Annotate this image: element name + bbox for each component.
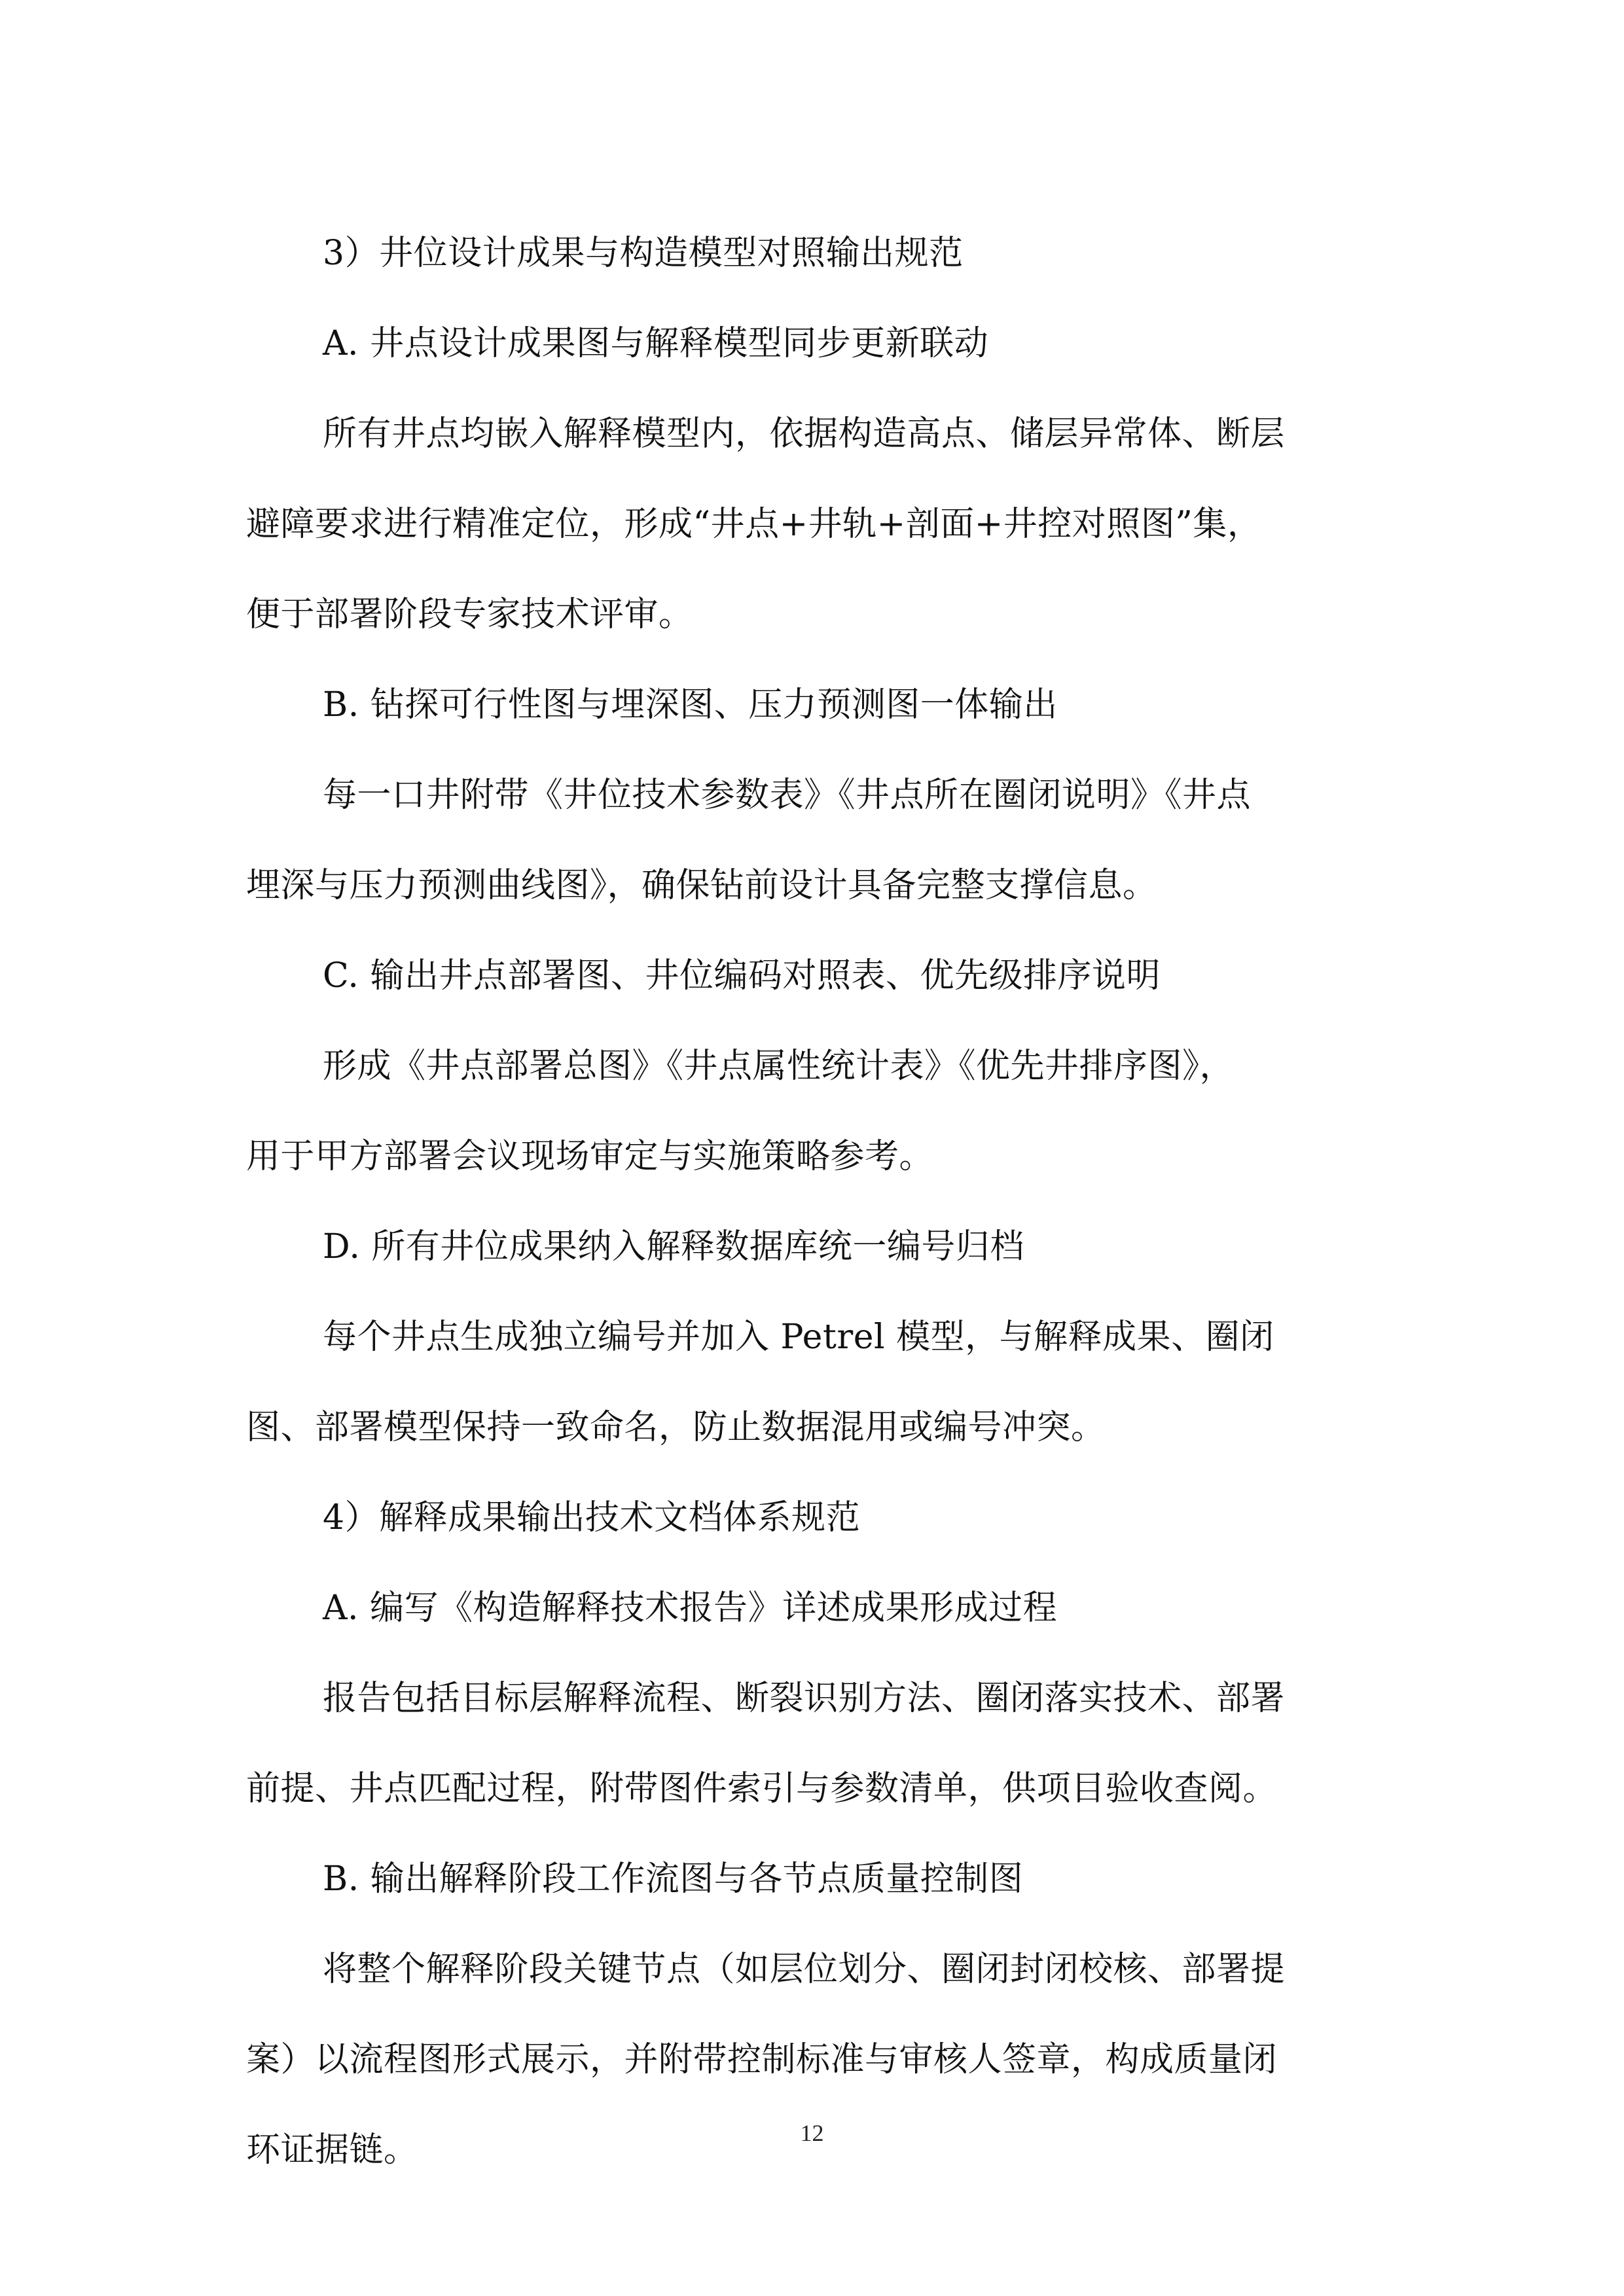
paragraph-3c-line-1: 形成《井点部署总图》《井点属性统计表》《优先井排序图》， [323,1047,1235,1086]
body-text [246,208,1379,2195]
paragraph-3b-line-2: 埋深与压力预测曲线图》，确保钻前设计具备完整支撑信息。 [246,866,1157,905]
paragraph-4b-line-1: 将整个解释阶段关键节点（如层位划分、圈闭封闭校核、部署提 [323,1950,1286,1989]
page-number: 12 [800,2120,824,2146]
paragraph-3c-line-2: 用于甲方部署会议现场审定与实施策略参考。 [246,1137,934,1176]
paragraph-4b-line-2: 案）以流程图形式展示，并附带控制标准与审核人签章，构成质量闭 [246,2040,1278,2079]
paragraph-4a-line-1: 报告包括目标层解释流程、断裂识别方法、圈闭落实技术、部署 [323,1679,1286,1718]
section-heading-3: 3）井位设计成果与构造模型对照输出规范 [323,234,964,273]
section-heading-4: 4）解释成果输出技术文档体系规范 [323,1498,861,1537]
subheading-4b: B. 输出解释阶段工作流图与各节点质量控制图 [323,1859,1024,1899]
subheading-3b: B. 钻探可行性图与埋深图、压力预测图一体输出 [323,685,1058,725]
subheading-3d: D. 所有井位成果纳入解释数据库统一编号归档 [323,1227,1024,1266]
paragraph-3a-line-1: 所有井点均嵌入解释模型内，依据构造高点、储层异常体、断层 [323,414,1286,454]
paragraph-3d-line-2: 图、部署模型保持一致命名，防止数据混用或编号冲突。 [246,1408,1106,1447]
subheading-3a: A. 井点设计成果图与解释模型同步更新联动 [323,324,989,363]
paragraph-3a-line-3: 便于部署阶段专家技术评审。 [246,595,693,634]
subheading-4a: A. 编写《构造解释技术报告》详述成果形成过程 [323,1588,1058,1628]
subheading-3c: C. 输出井点部署图、井位编码对照表、优先级排序说明 [323,956,1161,996]
paragraph-4b-line-3: 环证据链。 [246,2130,418,2170]
paragraph-3d-line-1: 每个井点生成独立编号并加入 Petrel 模型，与解释成果、圈闭 [323,1318,1274,1357]
paragraph-3b-line-1: 每一口井附带《井位技术参数表》《井点所在圈闭说明》《井点 [323,776,1252,815]
paragraph-3a-line-2: 避障要求进行精准定位，形成“井点+井轨+剖面+井控对照图”集， [246,505,1262,544]
paragraph-4a-line-2: 前提、井点匹配过程，附带图件索引与参数清单，供项目验收查阅。 [246,1769,1278,1808]
